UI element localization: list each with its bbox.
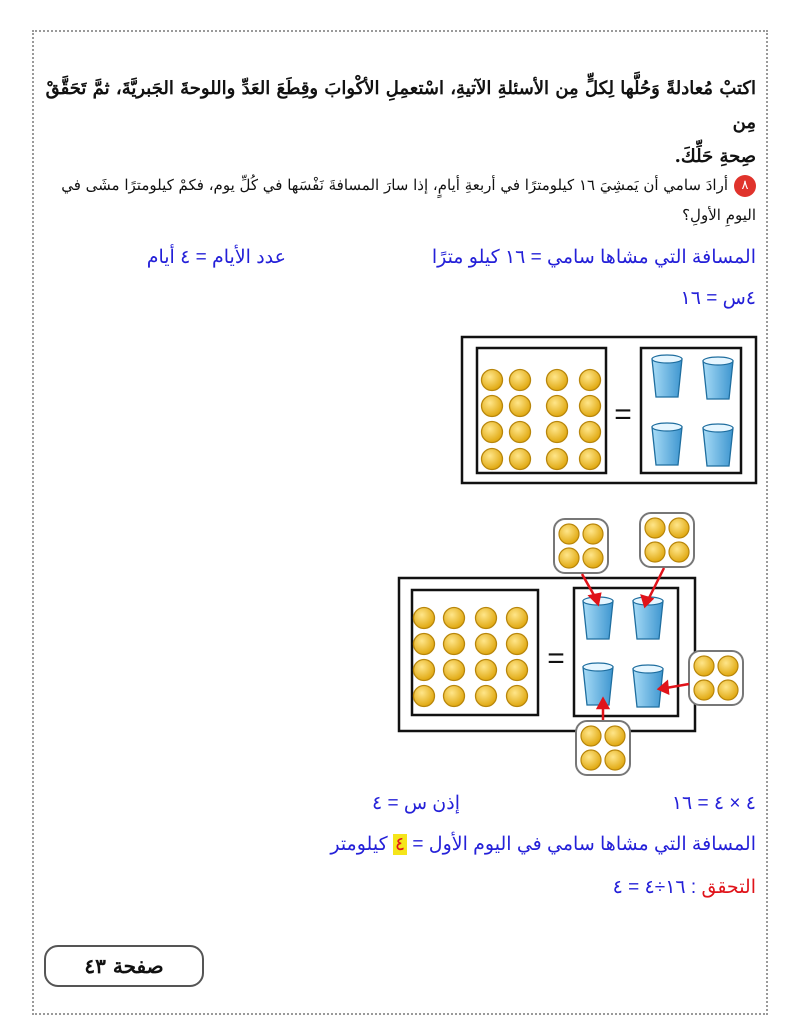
cups-group-1 [652,355,733,466]
question-line1: أرادَ سامي أن يَمشِيَ ١٦ كيلومترًا في أربعةِ أيامٍ، إذا سارَ المسافةَ نَفْسَها في كُلِّ يوم، فكمْ كيلومترًا مشَى في [61,176,728,194]
page-number-badge [44,945,204,987]
equation: ٤س = ١٦ [680,288,756,309]
counters-group-1 [482,370,601,470]
equals-sign-2: = [547,642,565,675]
check-expression: : ١٦÷٤ = ٤ [612,877,697,898]
answer-prefix: المسافة التي مشاها سامي في اليوم الأول = [412,834,756,855]
equation-mat-1 [462,337,756,483]
counters-group-2 [414,608,528,707]
question-number-badge: ٨ [734,175,756,197]
answer-value: ٤ [394,834,406,855]
instructions-line2: صِحةِ حَلِّكَ. [674,146,756,167]
equation-mat-2 [399,513,743,775]
equals-sign-1: = [614,398,632,431]
therefore-statement: إذن س = ٤ [371,793,460,814]
check-statement [613,876,756,899]
answer-unit: كيلومتر [330,834,388,855]
answer-statement [330,833,756,856]
product-statement: ٤ × ٤ = ١٦ [671,793,756,814]
days-statement: عدد الأيام = ٤ أيام [146,247,286,268]
check-label: التحقق [701,877,756,898]
cups-group-2 [583,597,663,707]
question-line2: اليومِ الأولِ؟ [682,206,756,224]
instructions-line1: اكتبْ مُعادلةً وَحُلَّها لِكلٍّ مِن الأسئلةِ الآتيةِ، اسْتعمِلِ الأكْوابَ وقِطَعَ العَدِّ واللوحةَ الجَبريَّةَ، ثمَّ تَحَقَّقْ مِن [45,78,756,133]
distance-statement: المسافة التي مشاها سامي = ١٦ كيلو مترًا [431,247,756,268]
counter-tiles [554,513,743,775]
page-label: صفحة ٤٣ [84,954,164,978]
